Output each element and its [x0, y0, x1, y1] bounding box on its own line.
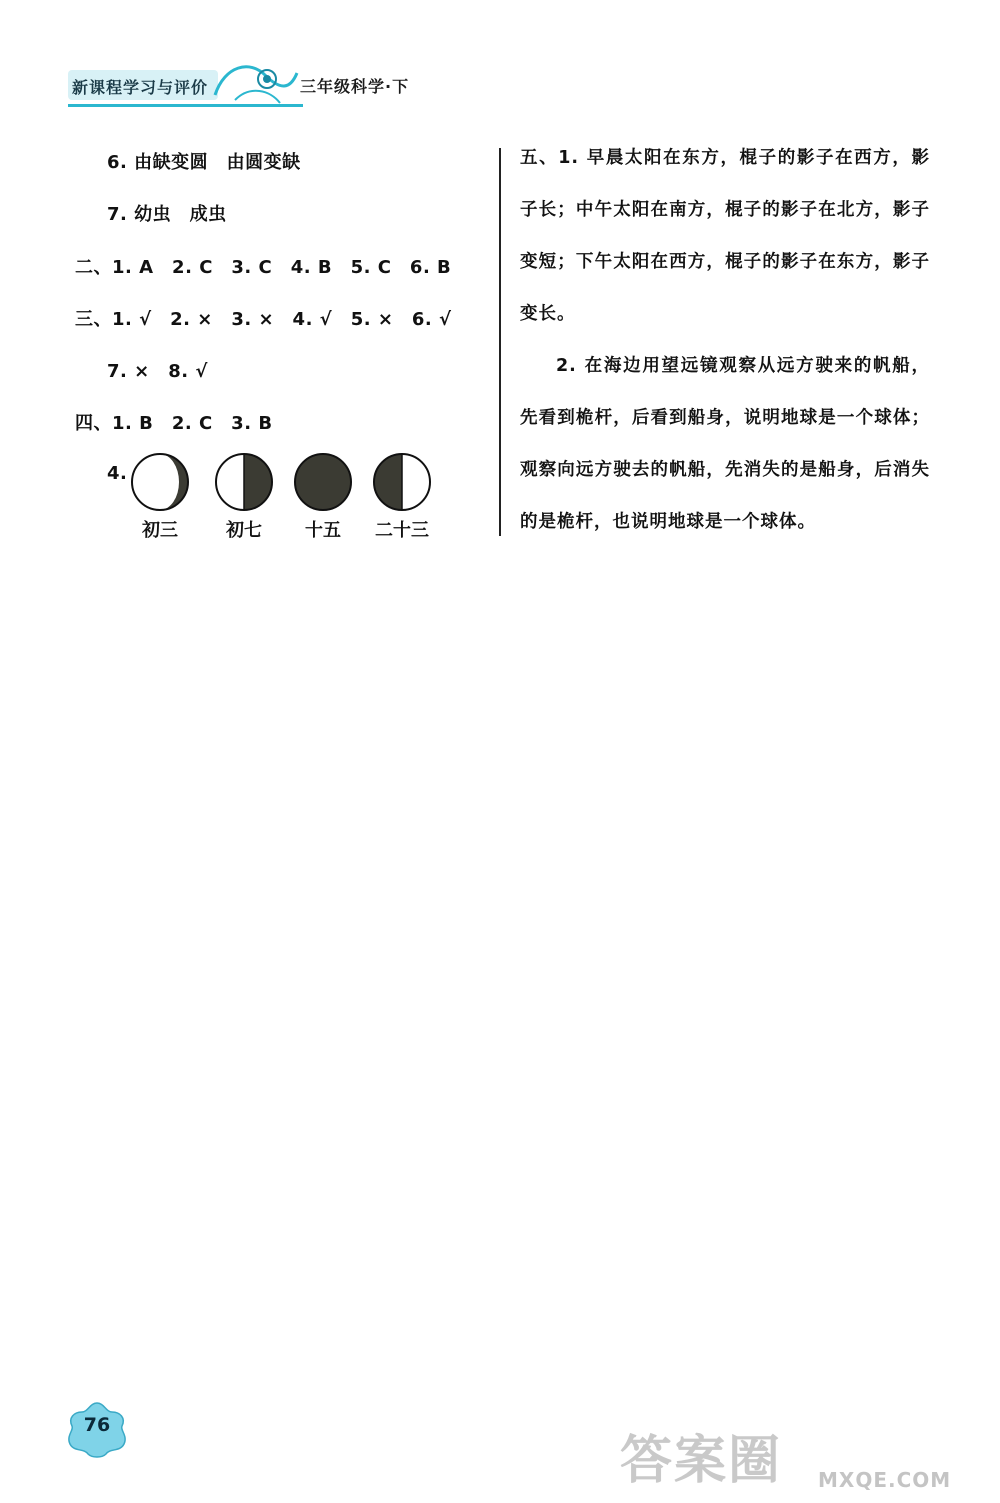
book-title: 新课程学习与评价: [72, 78, 209, 97]
column-divider: [499, 148, 501, 536]
moon-label-first-quarter: 初七: [226, 520, 262, 541]
moon-label-crescent: 初三: [142, 520, 178, 541]
moon-crescent-icon: [130, 452, 190, 512]
watermark-logo: 答案圈: [620, 1431, 783, 1491]
section-3-answers: 三、1. √ 2. × 3. × 4. √ 5. × 6. √: [75, 309, 452, 330]
answer-line-6: 6. 由缺变圆 由圆变缺: [107, 152, 301, 173]
moon-label-last-quarter: 二十三: [375, 520, 429, 541]
answer-line-7: 7. 幼虫 成虫: [107, 204, 227, 225]
moon-last-quarter-icon: [372, 452, 432, 512]
section-3-answers-cont: 7. × 8. √: [107, 361, 208, 382]
book-subtitle: 三年级科学·下: [300, 77, 410, 96]
header-decoration-icon: [205, 55, 305, 110]
section-4-answers: 四、1. B 2. C 3. B: [75, 413, 273, 434]
moon-first-quarter-icon: [214, 452, 274, 512]
section-5-answer-2: 2. 在海边用望远镜观察从远方驶来的帆船，先看到桅杆，后看到船身，说明地球是一个球体；观察向远方驶去的帆船，先消失的是船身，后消失的是桅杆，也说明地球是一个球体。: [520, 356, 930, 532]
moon-label-full: 十五: [305, 520, 341, 541]
question-4-number: 4.: [107, 463, 128, 484]
section-2-answers: 二、1. A 2. C 3. C 4. B 5. C 6. B: [75, 257, 452, 278]
moon-full-icon: [293, 452, 353, 512]
header-rule: [68, 104, 303, 107]
section-5-answer-1: 五、1. 早晨太阳在东方，棍子的影子在西方，影子长；中午太阳在南方，棍子的影子在北方，影子变短；下午太阳在西方，棍子的影子在东方，影子变长。: [520, 148, 930, 324]
page-number: 76: [83, 1414, 111, 1436]
watermark-url: MXQE.COM: [818, 1468, 952, 1492]
